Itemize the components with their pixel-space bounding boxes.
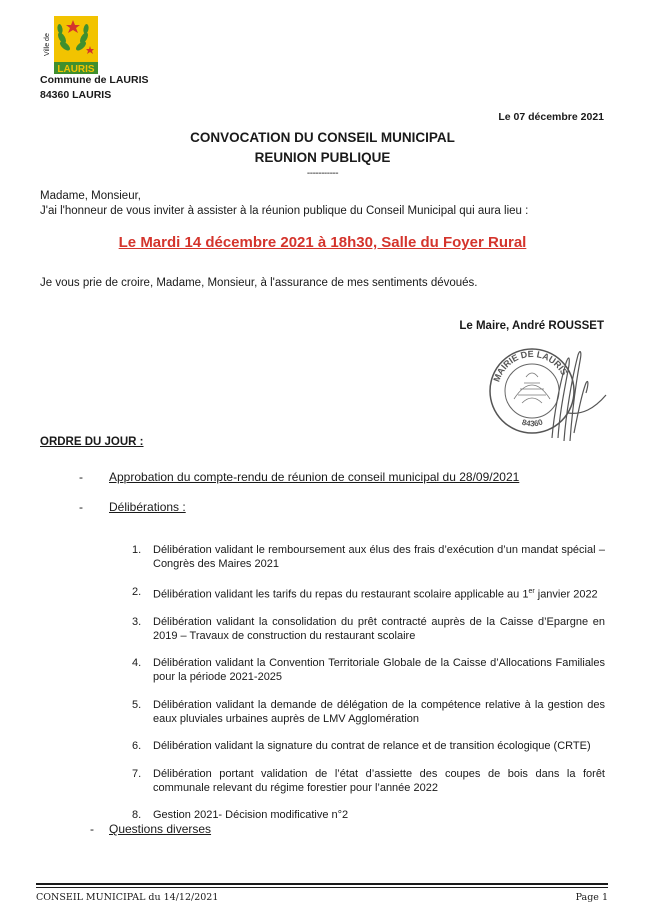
list-item-text: Délibération validant la consolidation du prêt contracté auprès de la Caisse d’Epargne en 2019 – Travaux de construction du restaurant scolaire [153, 615, 605, 642]
agenda-bullet: - [79, 500, 83, 514]
list-item [132, 739, 605, 753]
page-number: Page 1 [575, 892, 608, 903]
document-title: CONVOCATION DU CONSEIL MUNICIPAL [190, 130, 455, 145]
list-item-text: Délibération validant le remboursement aux élus des frais d’exécution d’un mandat spécial – Congrès des Maires 2021 [153, 544, 605, 570]
list-item-text-after: janvier 2022 [534, 588, 598, 601]
document-date: Le 07 décembre 2021 [498, 111, 604, 123]
meeting-details: Le Mardi 14 décembre 2021 à 18h30, Salle du Foyer Rural [118, 234, 527, 251]
list-item [132, 767, 605, 795]
list-item [132, 543, 605, 571]
logo-text: LAURIS [57, 64, 95, 74]
list-item-number: 3. [132, 615, 142, 628]
title-separator: ----------- [306, 168, 339, 179]
footer-meeting-ref: CONSEIL MUNICIPAL du 14/12/2021 [36, 892, 219, 903]
list-item-number: 5. [132, 698, 142, 711]
closing-text: Je vous prie de croire, Madame, Monsieur, à l'assurance de mes sentiments dévoués. [40, 277, 478, 289]
list-item-number: 4. [132, 657, 142, 670]
list-item-number: 7. [132, 767, 142, 780]
list-item-number: 2. [132, 585, 142, 598]
footer-divider-thin [36, 887, 608, 888]
list-item-text: Délibération validant la signature du contrat de relance et de transition écologique (CRTE) [153, 740, 591, 753]
seal-bottom-text: 84360 [520, 417, 544, 429]
seal-top-text: MAIRIE DE LAURIS [491, 348, 570, 384]
agenda-bullet: - [90, 822, 94, 836]
agenda-item-approbation: Approbation du compte-rendu de réunion de conseil municipal du 28/09/2021 [109, 470, 520, 484]
list-item [132, 615, 605, 643]
commune-address [40, 73, 149, 103]
footer-divider [36, 883, 608, 885]
list-item-text [153, 585, 605, 602]
mayor-signature-name: Le Maire, André ROUSSET [459, 320, 604, 332]
agenda-item-deliberations: Délibérations : [109, 500, 186, 514]
list-item-text: Délibération portant validation de l’état d’assiette des coupes de bois dans la forêt communale relevant du régime forestier pour l’année 2022 [153, 767, 605, 794]
list-item-text-before: Délibération validant les tarifs du repas du restaurant scolaire applicable au 1 [153, 588, 529, 601]
document-subtitle: REUNION PUBLIQUE [254, 150, 391, 165]
list-item [132, 585, 605, 602]
mairie-seal [482, 343, 607, 448]
superscript: er [528, 587, 535, 595]
commune-logo [40, 16, 100, 74]
list-item-number: 6. [132, 740, 142, 753]
list-item-text: Gestion 2021- Décision modificative n°2 [153, 809, 349, 822]
svg-text:MAIRIE DE LAURIS [491, 349, 569, 383]
deliberations-list [132, 543, 605, 836]
list-item [132, 808, 605, 822]
agenda-heading: ORDRE DU JOUR : [40, 436, 144, 448]
list-item-text: Délibération validant la Convention Territoriale Globale de la Caisse d’Allocations Familiales pour la période 2021-2025 [153, 657, 605, 684]
list-item-number: 8. [132, 809, 142, 822]
commune-name: Commune de LAURIS [40, 74, 149, 86]
list-item-text: Délibération validant la demande de délégation de la compétence relative à la gestion des eaux pluviales urbaines auprès de LMV Agglomération [153, 698, 605, 725]
agenda-item-questions: Questions diverses [109, 822, 212, 836]
commune-postal: 84360 LAURIS [40, 89, 112, 101]
svg-text:84360 [521, 417, 545, 428]
list-item-number: 1. [132, 544, 142, 556]
list-item [132, 698, 605, 726]
agenda-bullet: - [79, 470, 83, 484]
salutation: Madame, Monsieur, [40, 190, 141, 202]
logo-small-text: Ville de [44, 33, 51, 56]
invitation-text: J'ai l'honneur de vous inviter à assister à la réunion publique du Conseil Municipal qui aura lieu : [40, 205, 529, 217]
list-item [132, 656, 605, 684]
